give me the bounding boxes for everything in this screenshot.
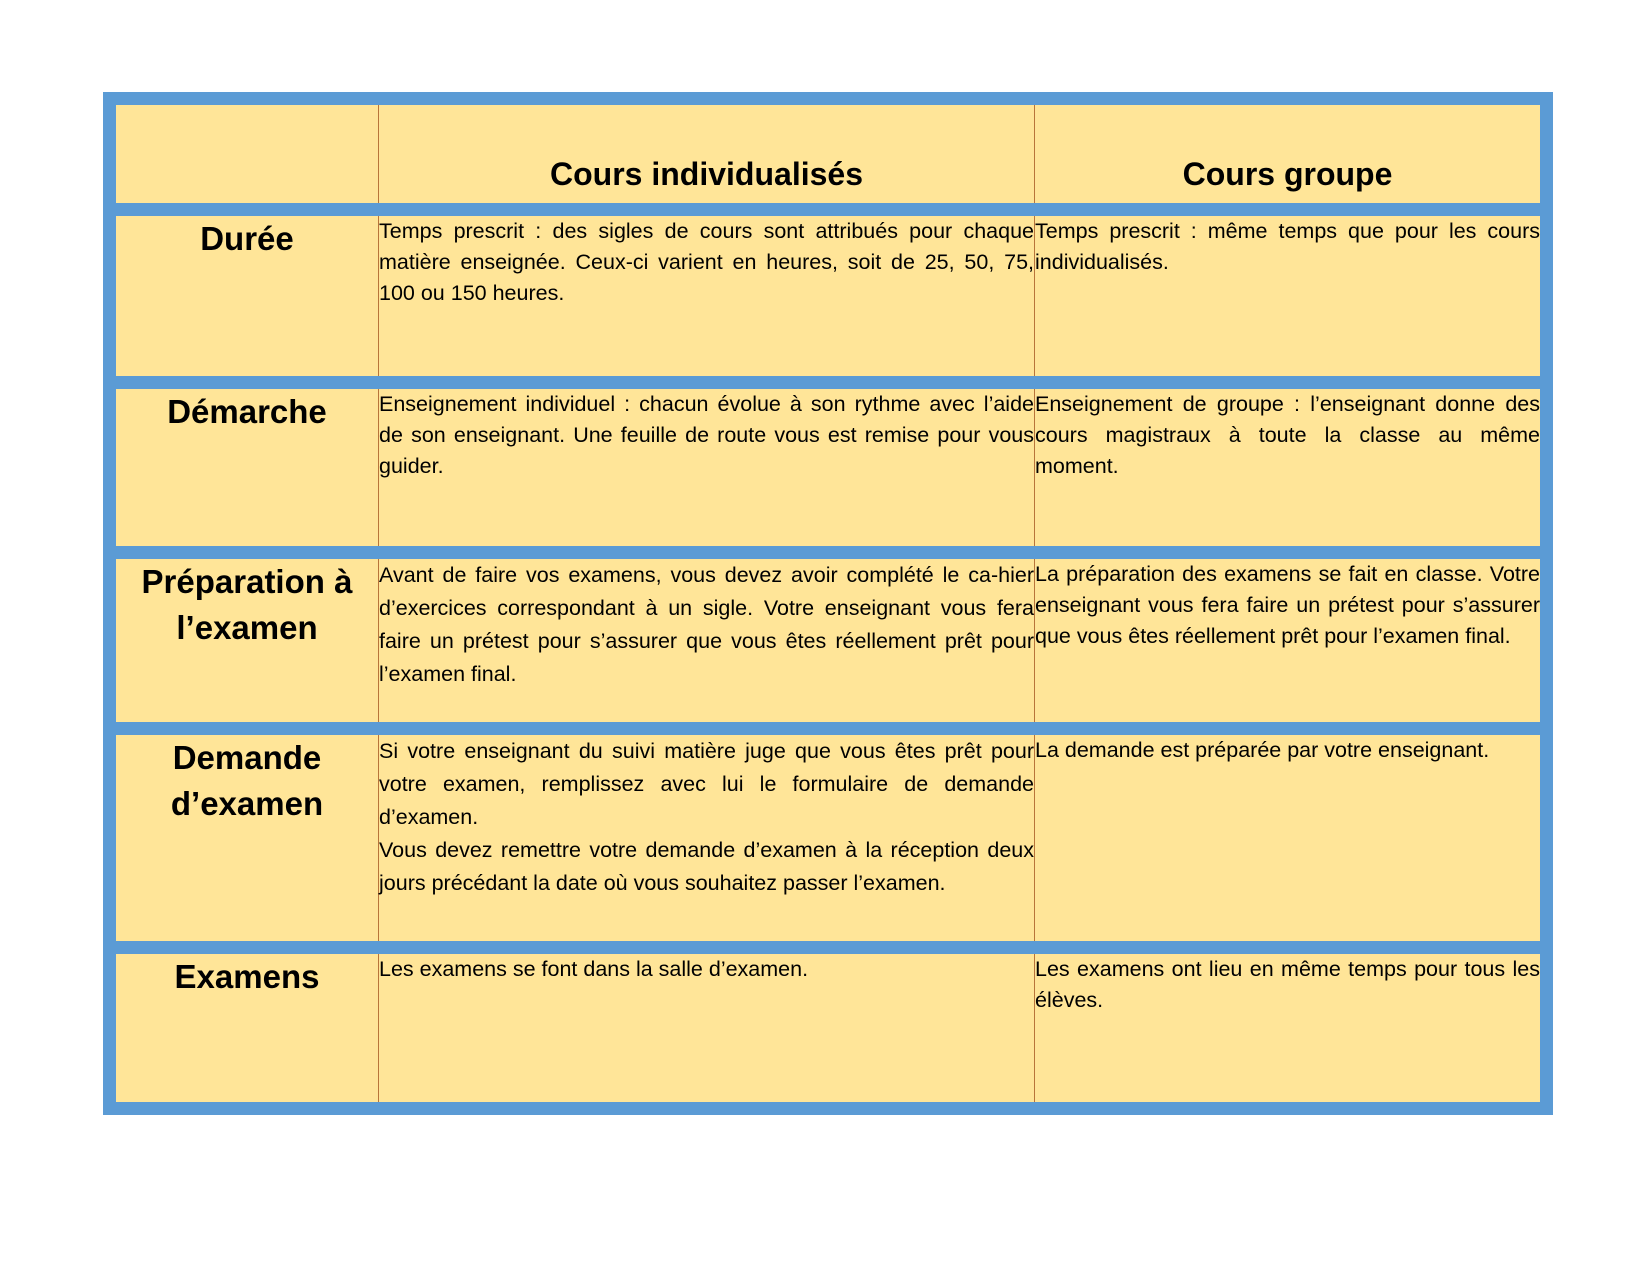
cell-text: Si votre enseignant du suivi matière juge que vous êtes prêt pour votre examen, remplissez avec lui le formulaire de demande d’examen. [379, 739, 1034, 829]
cell-group [1034, 216, 1540, 376]
cell-text: La préparation des examens se fait en classe. Votre enseignant vous fera faire un prétest pour s’assurer que vous êtes réellement prêt pour l’examen final. [1035, 562, 1540, 648]
row-separator [116, 203, 1540, 216]
row-label: Demande d’examen [116, 735, 378, 941]
cell-text: Enseignement de groupe : l’enseignant donne des cours magistraux à toute la classe au même moment. [1035, 392, 1540, 478]
cell-text: Enseignement individuel : chacun évolue à son rythme avec l’aide de son enseignant. Une feuille de route vous est remise pour vous guider. [379, 392, 1034, 478]
cell-text: Les examens ont lieu en même temps pour tous les élèves. [1035, 957, 1540, 1012]
table-row-demarche [116, 389, 1540, 546]
cell-text: Les examens se font dans la salle d’examen. [379, 957, 809, 981]
row-separator [116, 546, 1540, 559]
row-separator [116, 376, 1540, 389]
row-separator [116, 941, 1540, 954]
cell-group [1034, 389, 1540, 546]
cell-individual [378, 389, 1034, 546]
row-label: Examens [116, 954, 378, 1102]
table-row-duree [116, 216, 1540, 376]
cell-text: Temps prescrit : des sigles de cours sont attribués pour chaque matière enseignée. Ceux-ci varient en heures, soit de 25, 50, 75, 100 ou 150 heures. [379, 219, 1034, 305]
cell-text: Vous devez remettre votre demande d’examen à la réception deux jours précédant la date où vous souhaitez passer l’examen. [379, 838, 1034, 895]
cell-individual [378, 954, 1034, 1102]
cell-text: La demande est préparée par votre enseignant. [1035, 738, 1490, 762]
header-empty-cell [116, 105, 378, 203]
row-label: Durée [116, 216, 378, 376]
cell-individual [378, 216, 1034, 376]
cell-text: Avant de faire vos examens, vous devez avoir complété le ca-hier d’exercices correspondant à un sigle. Votre enseignant vous fera faire un prétest pour s’assurer que vous êtes réellement prêt pour l’examen final. [379, 563, 1034, 686]
row-label: Démarche [116, 389, 378, 546]
cell-individual [378, 735, 1034, 941]
header-individual-courses: Cours individualisés [378, 105, 1034, 203]
comparison-table [116, 105, 1540, 1102]
cell-group [1034, 559, 1540, 722]
cell-individual [378, 559, 1034, 722]
cell-text: Temps prescrit : même temps que pour les cours individualisés. [1035, 219, 1540, 274]
header-group-courses: Cours groupe [1034, 105, 1540, 203]
table-row-examens [116, 954, 1540, 1102]
table-row-demande [116, 735, 1540, 941]
cell-group [1034, 735, 1540, 941]
cell-group [1034, 954, 1540, 1102]
header-row [116, 105, 1540, 203]
table-row-preparation [116, 559, 1540, 722]
row-separator [116, 722, 1540, 735]
comparison-table-frame [103, 92, 1553, 1115]
row-label: Préparation à l’examen [116, 559, 378, 722]
